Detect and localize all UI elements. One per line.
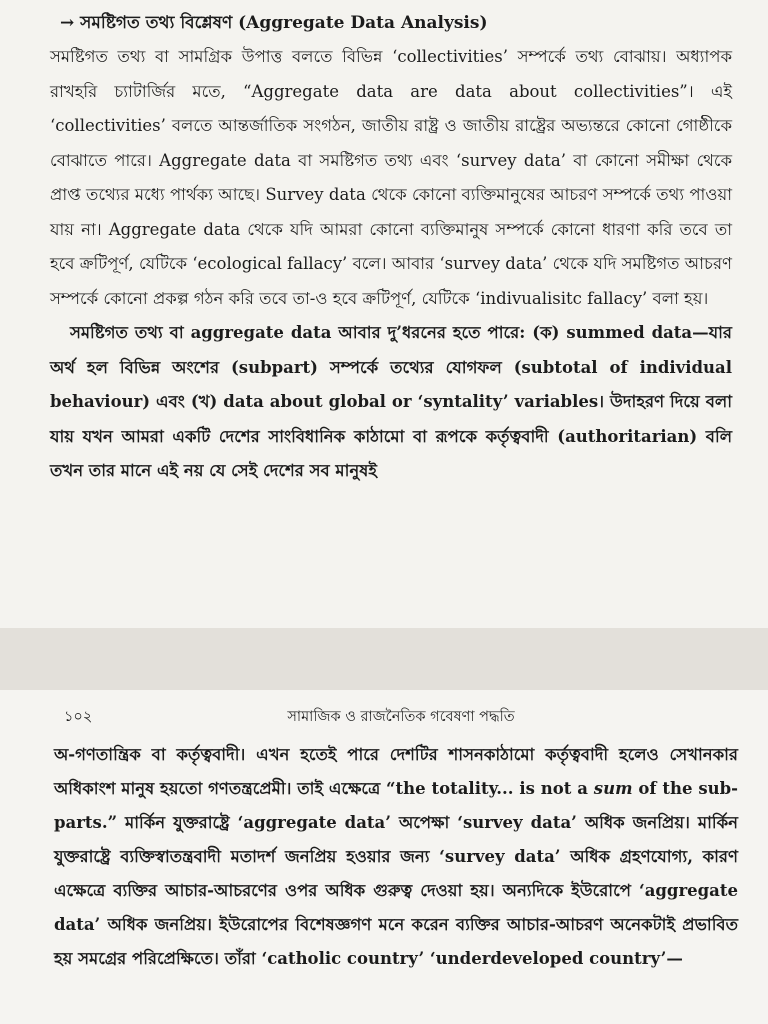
running-header (64, 702, 738, 732)
paragraph-types (50, 316, 732, 489)
continuation-text-a: অ-গণতান্ত্রিক বা কর্তৃত্ববাদী। এখন হতেই পারে দেশটির শাসনকাঠামো কর্তৃত্ববাদী হলেও সেখানকার অধিকাংশ মানুষ হয়তো গণতন্ত্রপ্রেমী। তাই এক্ষেত্রে “the totality... is not a (54, 745, 738, 798)
paragraph-example-text: উদাহরণ দিয়ে বলা যায় যখন আমরা একটি দেশের সাংবিধানিক কাঠামো বা রূপকে কর্তৃত্ববাদী (authoritarian) বলি তখন তার মানে এই নয় যে সেই দেশের সব মানুষই (50, 392, 732, 480)
page-gap (0, 628, 768, 690)
page-number: ১০২ (64, 709, 93, 725)
bottom-page (0, 690, 768, 1024)
paragraph-intro: সমষ্টিগত তথ্য বা সামগ্রিক উপাত্ত বলতে বিভিন্ন ‘collectivities’ সম্পর্কে তথ্য বোঝায়। অধ্যাপক রাখহরি চ্যাটার্জির মতে, “Aggregate data are data about collectivities”। এই ‘collectivities’ বলতে আন্তর্জাতিক সংগঠন, জাতীয় রাষ্ট্র ও জাতীয় রাষ্ট্রের অভ্যন্তরে কোনো গোষ্ঠীকে বোঝাতে পারে। Aggregate data বা সমষ্টিগত তথ্য এবং ‘survey data’ বা কোনো সমীক্ষা থেকে প্রাপ্ত তথ্যের মধ্যে পার্থক্য আছে। Survey data থেকে কোনো ব্যক্তিমানুষের আচরণ সম্পর্কে তথ্য পাওয়া যায় না। Aggregate data থেকে যদি আমরা কোনো ব্যক্তিমানুষ সম্পর্কে কোনো ধারণা করি তবে তা হবে ক্রটিপূর্ণ, যেটিকে ‘ecological fallacy’ বলে। আবার ‘survey data’ থেকে যদি সমষ্টিগত আচরণ সম্পর্কে কোনো প্রকল্প গঠন করি তবে তা-ও হবে ক্রটিপূর্ণ, যেটিকে ‘indivualisitc fallacy’ বলা হয়। (50, 47, 732, 308)
paragraph-types-text: সমষ্টিগত তথ্য বা aggregate data আবার দু’ধরনের হতে পারে: (ক) summed data—যার অর্থ হল বিভিন্ন অংশের (subpart) সম্পর্কে তথ্যের যোগফল (subtotal of individual behaviour) এবং (খ) data about global or ‘syntality’ variables। (50, 323, 732, 411)
continuation-italic-sum: sum (593, 779, 633, 798)
running-title: সামাজিক ও রাজনৈতিক গবেষণা পদ্ধতি (287, 709, 515, 725)
section-heading: → সমষ্টিগত তথ্য বিশ্লেষণ (Aggregate Data Analysis) (60, 13, 488, 33)
paragraph-continuation (54, 738, 738, 976)
continuation-text-b: of the sub-parts.” মার্কিন যুক্তরাষ্ট্রে ‘aggregate data’ অপেক্ষা ‘survey data’ অধিক জনপ্রিয়। মার্কিন যুক্তরাষ্ট্রে ব্যক্তিস্বাতন্ত্রবাদী মতাদর্শ জনপ্রিয় হওয়ার জন্য ‘survey data’ অধিক গ্রহণযোগ্য, কারণ এক্ষেত্রে ব্যক্তির আচার-আচরণের ওপর অধিক গুরুত্ব দেওয়া হয়। অন্যদিকে ইউরোপে ‘aggregate data’ অধিক জনপ্রিয়। ইউরোপের বিশেষজ্ঞগণ মনে করেন ব্যক্তির আচার-আচরণ অনেকটাই প্রভাবিত হয় সমগ্রের পরিপ্রেক্ষিতে। তাঁরা ‘catholic country’ ‘underdeveloped country’— (54, 779, 738, 968)
